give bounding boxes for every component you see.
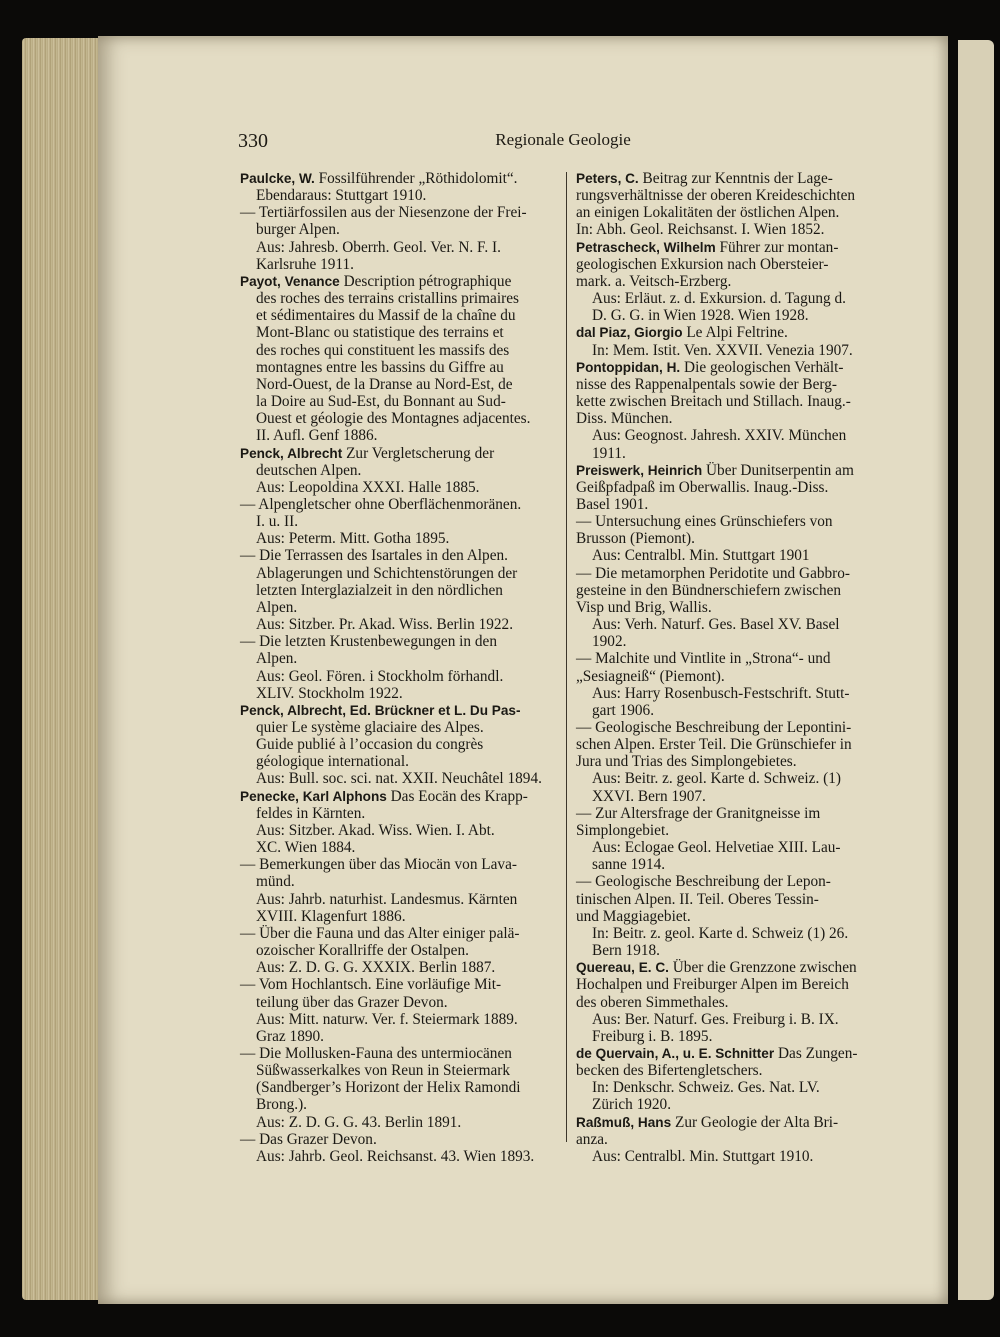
entry-line xyxy=(576,856,887,873)
entry-author: Penck, Albrecht xyxy=(240,445,343,461)
entry-text: — Tertiärfossilen aus der Niesenzone der Frei- xyxy=(240,204,527,222)
bibliography-entry xyxy=(576,959,887,1045)
entry-text: Die geologischen Verhält- xyxy=(680,358,844,376)
facing-page-edge xyxy=(958,40,994,1300)
entry-author: Pontoppidan, H. xyxy=(576,359,681,375)
entry-text: 1902. xyxy=(592,633,627,651)
entry-text: und Maggiagebiet. xyxy=(576,907,691,925)
entry-line xyxy=(240,290,558,307)
entry-line xyxy=(240,170,558,187)
entry-text: Description pétrographique xyxy=(339,272,512,290)
entry-text: et sédimentaires du Massif de la chaîne du xyxy=(256,307,516,325)
entry-line xyxy=(576,1148,887,1165)
entry-text: gart 1906. xyxy=(592,701,655,719)
entry-text: nisse des Rappenalpentals sowie der Berg- xyxy=(576,375,837,393)
entry-text: Aus: Jahresb. Oberrh. Geol. Ver. N. F. I. xyxy=(256,238,501,256)
entry-line xyxy=(240,239,558,256)
right-column xyxy=(576,170,887,1165)
entry-line xyxy=(240,221,558,238)
entry-text: Freiburg i. B. 1895. xyxy=(592,1027,713,1045)
entry-line xyxy=(240,427,558,444)
entry-text: Aus: Harry Rosenbusch-Festschrift. Stutt- xyxy=(592,684,850,702)
running-title: Regionale Geologie xyxy=(495,130,631,149)
entry-line xyxy=(576,736,887,753)
entry-line xyxy=(240,925,558,942)
entry-text: — Malchite und Vintlite in „Strona“- und xyxy=(576,650,831,668)
entry-text: becken des Bifertengletschers. xyxy=(576,1062,763,1080)
entry-line xyxy=(576,599,887,616)
entry-line xyxy=(576,788,887,805)
entry-text: Ablagerungen und Schichtenstörungen der xyxy=(256,564,518,582)
bibliography-entry xyxy=(240,856,558,925)
entry-text: Aus: Bull. soc. sci. nat. XXII. Neuchâtel 1894. xyxy=(256,770,542,788)
entry-line xyxy=(240,273,558,290)
entry-text: Aus: Beitr. z. geol. Karte d. Schweiz. (1) xyxy=(592,770,841,788)
entry-text: Alpen. xyxy=(256,598,298,616)
entry-text: Mont-Blanc ou statistique des terrains et xyxy=(256,324,504,342)
entry-line xyxy=(576,908,887,925)
entry-line xyxy=(240,685,558,702)
entry-text: 1911. xyxy=(592,444,626,462)
entry-author: Payot, Venance xyxy=(240,273,340,289)
entry-text: „Sesiagneiß“ (Piemont). xyxy=(576,667,725,685)
entry-text: Geißpfadpaß im Oberwallis. Inaug.-Diss. xyxy=(576,478,829,496)
entry-line xyxy=(576,1131,887,1148)
entry-author: Penck, Albrecht, Ed. Brückner et L. Du Pas- xyxy=(240,702,521,718)
entry-line xyxy=(240,633,558,650)
entry-text: — Bemerkungen über das Miocän von Lava- xyxy=(240,856,517,874)
entry-text: Aus: Mitt. naturw. Ver. f. Steiermark 1889. xyxy=(256,1010,518,1028)
entry-text: la Doire au Sud-Est, du Bonnant au Sud- xyxy=(256,393,506,411)
entry-line xyxy=(240,839,558,856)
entry-text: — Die metamorphen Peridotite und Gabbro- xyxy=(576,564,850,582)
entry-text: Zur Geologie der Alta Bri- xyxy=(671,1113,839,1131)
entry-text: ozoischer Korallriffe der Ostalpen. xyxy=(256,942,469,960)
entry-line xyxy=(576,770,887,787)
bibliography-entry xyxy=(576,805,887,874)
entry-line xyxy=(240,256,558,273)
entry-line xyxy=(576,891,887,908)
entry-text: — Zur Altersfrage der Granitgneisse im xyxy=(576,804,821,822)
entry-line xyxy=(240,530,558,547)
book-page-edges xyxy=(22,38,108,1300)
entry-text: geologischen Exkursion nach Obersteier- xyxy=(576,255,829,273)
entry-line xyxy=(240,719,558,736)
entry-line xyxy=(240,582,558,599)
entry-line xyxy=(576,307,887,324)
entry-line xyxy=(576,565,887,582)
entry-line xyxy=(576,479,887,496)
entry-text: In: Mem. Istit. Ven. XXVII. Venezia 1907. xyxy=(592,341,853,359)
entry-line xyxy=(576,187,887,204)
entry-line xyxy=(576,273,887,290)
entry-text: géologique international. xyxy=(256,753,409,771)
entry-text: XXVI. Bern 1907. xyxy=(592,787,706,805)
column-divider xyxy=(566,172,567,1142)
entry-line xyxy=(240,736,558,753)
entry-text: Brusson (Piemont). xyxy=(576,530,695,548)
entry-text: Jura und Trias des Simplongebietes. xyxy=(576,753,797,771)
entry-text: sanne 1914. xyxy=(592,856,666,874)
entry-line xyxy=(576,290,887,307)
entry-text: (Sandberger’s Horizont der Helix Ramondi xyxy=(256,1079,521,1097)
entry-text: feldes in Kärnten. xyxy=(256,804,366,822)
bibliography-entry xyxy=(576,170,887,239)
entry-line xyxy=(576,1079,887,1096)
entry-line xyxy=(240,1131,558,1148)
page-number: 330 xyxy=(238,130,268,152)
entry-text: XC. Wien 1884. xyxy=(256,839,356,857)
bibliography-entry xyxy=(576,462,887,513)
entry-line xyxy=(576,393,887,410)
entry-line xyxy=(240,788,558,805)
entry-line xyxy=(576,496,887,513)
entry-text: XVIII. Klagenfurt 1886. xyxy=(256,907,406,925)
entry-text: mark. a. Veitsch-Erzberg. xyxy=(576,272,732,290)
entry-line xyxy=(240,393,558,410)
entry-line xyxy=(576,616,887,633)
entry-author: Penecke, Karl Alphons xyxy=(240,788,387,804)
entry-line xyxy=(240,1028,558,1045)
entry-line xyxy=(240,1062,558,1079)
bibliography-entry xyxy=(240,1045,558,1131)
entry-line xyxy=(240,496,558,513)
entry-line xyxy=(240,187,558,204)
entry-text: Aus: Erläut. z. d. Exkursion. d. Tagung d. xyxy=(592,290,846,308)
entry-line xyxy=(576,547,887,564)
entry-line xyxy=(240,753,558,770)
entry-line xyxy=(240,908,558,925)
entry-line xyxy=(576,582,887,599)
entry-text: Zur Vergletscherung der xyxy=(342,444,495,462)
entry-author: de Quervain, A., u. E. Schnitter xyxy=(576,1045,775,1061)
bibliography-entry xyxy=(576,513,887,564)
entry-text: Ebendaraus: Stuttgart 1910. xyxy=(256,187,427,205)
bibliography-entry xyxy=(240,788,558,857)
entry-line xyxy=(576,256,887,273)
entry-text: Das Eocän des Krapp- xyxy=(386,787,528,805)
entry-author: Preiswerk, Heinrich xyxy=(576,462,703,478)
entry-line xyxy=(240,342,558,359)
entry-line xyxy=(576,685,887,702)
entry-text: Fossilführender „Röthidolomit“. xyxy=(314,170,518,187)
entry-text: In: Abh. Geol. Reichsanst. I. Wien 1852. xyxy=(576,221,825,239)
entry-line xyxy=(240,856,558,873)
entry-line xyxy=(576,410,887,427)
entry-line xyxy=(576,719,887,736)
entry-line xyxy=(576,959,887,976)
entry-line xyxy=(240,650,558,667)
entry-line xyxy=(240,805,558,822)
entry-text: In: Denkschr. Schweiz. Ges. Nat. LV. xyxy=(592,1079,820,1097)
entry-line xyxy=(240,410,558,427)
entry-text: gesteine in den Bündnerschiefern zwischen xyxy=(576,581,842,599)
entry-line xyxy=(576,925,887,942)
entry-text: Aus: Leopoldina XXXI. Halle 1885. xyxy=(256,478,480,496)
entry-line xyxy=(576,513,887,530)
entry-text: Über Dunitserpentin am xyxy=(702,461,854,479)
entry-text: Aus: Z. D. G. G. 43. Berlin 1891. xyxy=(256,1113,462,1131)
bibliography-entry xyxy=(240,445,558,496)
entry-text: — Geologische Beschreibung der Lepon- xyxy=(576,873,831,891)
entry-text: Visp und Brig, Wallis. xyxy=(576,598,712,616)
entry-line xyxy=(576,376,887,393)
bibliography-entry xyxy=(576,719,887,805)
entry-text: — Geologische Beschreibung der Lepontini- xyxy=(576,719,852,736)
entry-text: — Die Mollusken-Fauna des untermiocänen xyxy=(240,1044,512,1062)
entry-line xyxy=(576,633,887,650)
entry-text: rungsverhältnisse der oberen Kreideschichten xyxy=(576,187,856,205)
entry-line xyxy=(576,942,887,959)
entry-text: XLIV. Stockholm 1922. xyxy=(256,684,403,702)
entry-text: quier Le système glaciaire des Alpes. xyxy=(256,719,484,736)
bibliography-entry xyxy=(576,1114,887,1165)
entry-line xyxy=(240,994,558,1011)
entry-line xyxy=(576,1045,887,1062)
entry-line xyxy=(240,1079,558,1096)
entry-text: — Über die Fauna und das Alter einiger palä- xyxy=(240,924,520,942)
entry-text: Aus: Z. D. G. G. XXXIX. Berlin 1887. xyxy=(256,959,496,977)
entry-line xyxy=(576,170,887,187)
entry-text: Nord-Ouest, de la Dranse au Nord-Est, de xyxy=(256,375,513,393)
entry-author: Quereau, E. C. xyxy=(576,960,669,976)
entry-text: Le Alpi Feltrine. xyxy=(682,324,788,342)
entry-line xyxy=(240,359,558,376)
entry-line xyxy=(576,530,887,547)
entry-text: Über die Grenzzone zwischen xyxy=(668,959,857,977)
entry-text: Karlsruhe 1911. xyxy=(256,255,354,273)
bibliography-entry xyxy=(240,273,558,445)
entry-line xyxy=(576,221,887,238)
entry-author: Raßmuß, Hans xyxy=(576,1114,672,1130)
entry-line xyxy=(240,942,558,959)
bibliography-entry xyxy=(240,204,558,273)
entry-text: Aus: Centralbl. Min. Stuttgart 1901 xyxy=(592,547,810,565)
entry-text: Das Zungen- xyxy=(774,1044,858,1062)
entry-text: montagnes entre les bassins du Giffre au xyxy=(256,358,504,376)
entry-text: kette zwischen Breitach und Stillach. Inaug.- xyxy=(576,393,851,411)
entry-text: letzten Interglazialzeit in den nördlichen xyxy=(256,581,503,599)
entry-line xyxy=(240,462,558,479)
entry-text: — Vom Hochlantsch. Eine vorläufige Mit- xyxy=(240,976,502,994)
entry-line xyxy=(240,668,558,685)
entry-line xyxy=(240,770,558,787)
entry-line xyxy=(576,839,887,856)
entry-text: Zürich 1920. xyxy=(592,1096,672,1114)
entry-line xyxy=(576,822,887,839)
entry-text: Hochalpen und Freiburger Alpen im Bereich xyxy=(576,976,849,994)
entry-text: Ouest et géologie des Montagnes adjacentes. xyxy=(256,410,531,428)
entry-text: Beitrag zur Kenntnis der Lage- xyxy=(638,170,833,187)
entry-line xyxy=(576,359,887,376)
entry-text: Aus: Sitzber. Akad. Wiss. Wien. I. Abt. xyxy=(256,821,495,839)
entry-line xyxy=(576,753,887,770)
entry-text: Brong.). xyxy=(256,1096,307,1114)
entry-text: II. Aufl. Genf 1886. xyxy=(256,427,378,445)
entry-text: schen Alpen. Erster Teil. Die Grünschiefer in xyxy=(576,736,852,754)
bibliography-entry xyxy=(240,702,558,788)
entry-line xyxy=(240,445,558,462)
bibliography-entry xyxy=(240,633,558,702)
entry-line xyxy=(576,445,887,462)
entry-line xyxy=(240,616,558,633)
bibliography-entry xyxy=(576,359,887,462)
entry-author: Petrascheck, Wilhelm xyxy=(576,239,716,255)
entry-line xyxy=(240,547,558,564)
entry-text: Aus: Geognost. Jahresh. XXIV. München xyxy=(592,427,847,445)
entry-line xyxy=(240,513,558,530)
entry-text: Aus: Peterm. Mitt. Gotha 1895. xyxy=(256,530,450,548)
entry-text: In: Beitr. z. geol. Karte d. Schweiz (1) 26. xyxy=(592,924,849,942)
entry-text: deutschen Alpen. xyxy=(256,461,362,479)
entry-text: anza. xyxy=(576,1130,608,1148)
entry-author: dal Piaz, Giorgio xyxy=(576,325,683,341)
entry-author: Paulcke, W. xyxy=(240,171,315,186)
entry-line xyxy=(240,891,558,908)
page-header xyxy=(238,130,888,160)
entry-text: Graz 1890. xyxy=(256,1027,324,1045)
entry-line xyxy=(240,565,558,582)
entry-text: Basel 1901. xyxy=(576,495,649,513)
bibliography-entry xyxy=(576,650,887,719)
entry-text: burger Alpen. xyxy=(256,221,340,239)
entry-line xyxy=(576,668,887,685)
bibliography-entry xyxy=(240,1131,558,1165)
entry-line xyxy=(240,702,558,719)
entry-text: tinischen Alpen. II. Teil. Oberes Tessin- xyxy=(576,890,819,908)
entry-text: I. u. II. xyxy=(256,513,299,531)
entry-line xyxy=(576,1114,887,1131)
entry-line xyxy=(576,462,887,479)
bibliography-entry xyxy=(240,170,558,204)
bibliography-entry xyxy=(240,547,558,633)
entry-text: teilung über das Grazer Devon. xyxy=(256,993,448,1011)
entry-line xyxy=(240,479,558,496)
bibliography-entry xyxy=(576,1045,887,1114)
entry-line xyxy=(240,976,558,993)
entry-line xyxy=(240,307,558,324)
entry-text: Aus: Geol. Fören. i Stockholm förhandl. xyxy=(256,667,504,685)
bibliography-entry xyxy=(576,239,887,325)
entry-text: Aus: Verh. Naturf. Ges. Basel XV. Basel xyxy=(592,616,840,634)
entry-line xyxy=(240,822,558,839)
entry-line xyxy=(576,342,887,359)
entry-line xyxy=(576,204,887,221)
entry-text: an einigen Lokalitäten der östlichen Alpen. xyxy=(576,204,840,222)
entry-line xyxy=(240,204,558,221)
entry-text: Guide publié à l’occasion du congrès xyxy=(256,736,484,754)
entry-text: Aus: Ber. Naturf. Ges. Freiburg i. B. IX. xyxy=(592,1010,839,1028)
entry-author: Peters, C. xyxy=(576,171,639,186)
entry-line xyxy=(240,1011,558,1028)
entry-text: des roches des terrains cristallins primaires xyxy=(256,290,519,308)
entry-text: — Untersuchung eines Grünschiefers von xyxy=(576,513,833,531)
entry-line xyxy=(240,873,558,890)
bibliography-entry xyxy=(240,925,558,976)
entry-line xyxy=(240,1096,558,1113)
entry-line xyxy=(240,959,558,976)
entry-line xyxy=(240,1045,558,1062)
entry-line xyxy=(576,1011,887,1028)
entry-line xyxy=(240,1114,558,1131)
bibliography-entry xyxy=(576,324,887,358)
entry-text: Bern 1918. xyxy=(592,942,660,960)
entry-text: D. G. G. in Wien 1928. Wien 1928. xyxy=(592,307,809,325)
entry-text: Alpen. xyxy=(256,650,298,668)
entry-line xyxy=(576,805,887,822)
entry-line xyxy=(240,376,558,393)
entry-line xyxy=(576,702,887,719)
entry-line xyxy=(576,873,887,890)
entry-text: des roches qui constituent les massifs des xyxy=(256,341,510,359)
entry-line xyxy=(576,650,887,667)
entry-text: — Die Terrassen des Isartales in den Alpen. xyxy=(240,547,508,565)
entry-text: Aus: Centralbl. Min. Stuttgart 1910. xyxy=(592,1147,814,1165)
entry-line xyxy=(576,1062,887,1079)
bibliography-entry xyxy=(240,496,558,547)
entry-text: des oberen Simmethales. xyxy=(576,993,729,1011)
entry-line xyxy=(576,994,887,1011)
entry-text: Aus: Jahrb. Geol. Reichsanst. 43. Wien 1893. xyxy=(256,1147,535,1165)
entry-line xyxy=(576,427,887,444)
bibliography-entry xyxy=(576,873,887,959)
bibliography-entry xyxy=(240,976,558,1045)
entry-line xyxy=(240,1148,558,1165)
entry-text: Führer zur montan- xyxy=(715,238,839,256)
entry-text: Simplongebiet. xyxy=(576,821,670,839)
left-column xyxy=(240,170,558,1165)
entry-text: Aus: Eclogae Geol. Helvetiae XIII. Lau- xyxy=(592,839,841,857)
entry-text: — Das Grazer Devon. xyxy=(240,1130,377,1148)
entry-line xyxy=(240,324,558,341)
entry-line xyxy=(576,1096,887,1113)
entry-line xyxy=(576,1028,887,1045)
entry-text: — Die letzten Krustenbewegungen in den xyxy=(240,633,497,651)
entry-text: Diss. München. xyxy=(576,410,673,428)
entry-text: Aus: Sitzber. Pr. Akad. Wiss. Berlin 1922. xyxy=(256,616,514,634)
entry-text: — Alpengletscher ohne Oberflächenmoränen. xyxy=(240,495,522,513)
entry-line xyxy=(576,976,887,993)
entry-line xyxy=(576,239,887,256)
entry-line xyxy=(576,324,887,341)
entry-text: münd. xyxy=(256,873,295,891)
bibliography-entry xyxy=(576,565,887,651)
entry-text: Aus: Jahrb. naturhist. Landesmus. Kärnten xyxy=(256,890,518,908)
entry-line xyxy=(240,599,558,616)
entry-text: Süßwasserkalkes von Reun in Steiermark xyxy=(256,1062,511,1080)
